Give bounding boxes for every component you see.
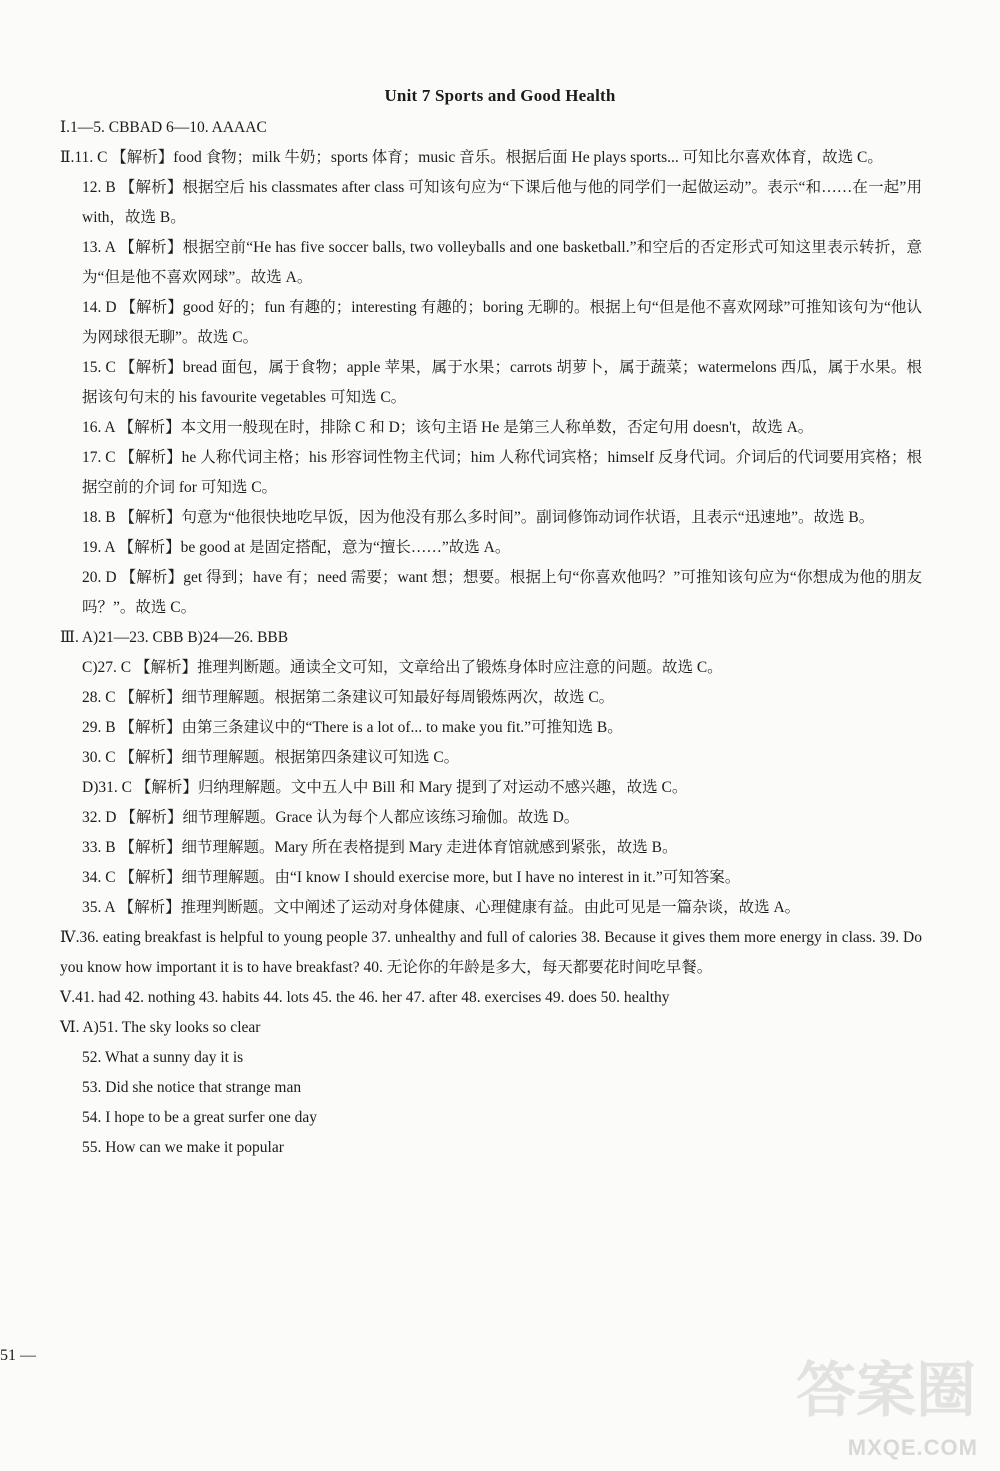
answer-11: Ⅱ.11. C 【解析】food 食物；milk 牛奶；sports 体育；music 音乐。根据后面 He plays sports... 可知比尔喜欢体育，故选 C。 <box>60 149 883 166</box>
answer-55: 55. How can we make it popular <box>82 1139 284 1156</box>
section-1-answers: Ⅰ.1—5. CBBAD 6—10. AAAAC <box>60 119 267 136</box>
answer-27: C)27. C 【解析】推理判断题。通读全文可知，文章给出了锻炼身体时应注意的问题。故选 C。 <box>82 659 723 676</box>
answer-18: 18. B 【解析】句意为“他很快地吃早饭，因为他没有那么多时间”。副词修饰动词作状语，且表示“迅速地”。故选 B。 <box>82 509 875 526</box>
answer-35: 35. A 【解析】推理判断题。文中阐述了运动对身体健康、心理健康有益。由此可见是一篇杂谈，故选 A。 <box>82 899 801 916</box>
answer-13: 13. A 【解析】根据空前“He has five soccer balls, two volleyballs and one basketball.”和空后的否定形式可知这里表示转折，意为“但是他不喜欢网球”。故选 A。 <box>82 239 922 286</box>
answer-key-body <box>60 113 922 1163</box>
page-number: 51 — <box>0 1347 36 1364</box>
answer-32: 32. D 【解析】细节理解题。Grace 认为每个人都应该练习瑜伽。故选 D。 <box>82 809 580 826</box>
watermark-site: MXQE.COM <box>847 1435 978 1460</box>
watermark-mark: 答案圈 <box>796 1356 976 1426</box>
answer-31: D)31. C 【解析】归纳理解题。文中五人中 Bill 和 Mary 提到了对运动不感兴趣，故选 C。 <box>82 779 688 796</box>
answer-19: 19. A 【解析】be good at 是固定搭配，意为“擅长……”故选 A。 <box>82 539 511 556</box>
section-3-answers: Ⅲ. A)21—23. CBB B)24—26. BBB <box>60 629 289 646</box>
answer-34: 34. C 【解析】细节理解题。由“I know I should exercise more, but I have no interest in it.”可知答案。 <box>82 869 741 886</box>
answer-30: 30. C 【解析】细节理解题。根据第四条建议可知选 C。 <box>82 749 460 766</box>
answer-28: 28. C 【解析】细节理解题。根据第二条建议可知最好每周锻炼两次，故选 C。 <box>82 689 615 706</box>
answer-53: 53. Did she notice that strange man <box>82 1079 302 1096</box>
answer-14: 14. D 【解析】good 好的；fun 有趣的；interesting 有趣的；boring 无聊的。根据上句“但是他不喜欢网球”可推知该句为“他认为网球很无聊”。故选 C。 <box>82 299 922 346</box>
answer-20: 20. D 【解析】get 得到；have 有；need 需要；want 想；想要。根据上句“你喜欢他吗？”可推知该句应为“你想成为他的朋友吗？”。故选 C。 <box>82 569 922 616</box>
section-4-answers: Ⅳ.36. eating breakfast is helpful to young people 37. unhealthy and full of calories 38. Because it gives them more energy in class. 39. Do you know how important it is to have breakfast? 40. 无论你的年龄是多大，每天都要花时间吃早餐。 <box>60 929 922 976</box>
section-6-answers: Ⅵ. A)51. The sky looks so clear <box>60 1019 261 1036</box>
watermark-logo <box>796 1343 986 1463</box>
answer-15: 15. C 【解析】bread 面包，属于食物；apple 苹果，属于水果；carrots 胡萝卜，属于蔬菜；watermelons 西瓜，属于水果。根据该句句末的 his favourite vegetables 可知选 C。 <box>82 359 922 406</box>
answer-29: 29. B 【解析】由第三条建议中的“There is a lot of... to make you fit.”可推知选 B。 <box>82 719 623 736</box>
answer-54: 54. I hope to be a great surfer one day <box>82 1109 317 1126</box>
section-5-answers: Ⅴ.41. had 42. nothing 43. habits 44. lots 45. the 46. her 47. after 48. exercises 49. does 50. healthy <box>60 989 670 1006</box>
answer-16: 16. A 【解析】本文用一般现在时，排除 C 和 D；该句主语 He 是第三人称单数，否定句用 doesn't，故选 A。 <box>82 419 814 436</box>
answer-52: 52. What a sunny day it is <box>82 1049 244 1066</box>
answer-12: 12. B 【解析】根据空后 his classmates after class 可知该句应为“下课后他与他的同学们一起做运动”。表示“和……在一起”用 with，故选 B。 <box>82 179 922 226</box>
answer-33: 33. B 【解析】细节理解题。Mary 所在表格提到 Mary 走进体育馆就感到紧张，故选 B。 <box>82 839 678 856</box>
page-title: Unit 7 Sports and Good Health <box>384 86 616 105</box>
answer-17: 17. C 【解析】he 人称代词主格；his 形容词性物主代词；him 人称代词宾格；himself 反身代词。介词后的代词要用宾格；根据空前的介词 for 可知选 C。 <box>82 449 922 496</box>
